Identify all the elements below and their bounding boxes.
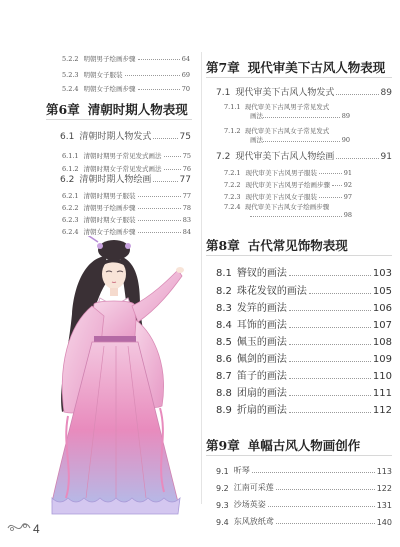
entry-title: 清朝女子绘画步骤 [83, 228, 136, 236]
entry-page: 64 [181, 55, 190, 63]
leader-dots [289, 326, 371, 328]
entry-page: 103 [372, 268, 392, 279]
leader-dots [289, 394, 371, 396]
entry-title: 发笄的画法 [236, 303, 287, 314]
page-number: 4 [33, 522, 40, 536]
leader-dots [309, 292, 371, 294]
toc-entry-8-6[interactable] [216, 351, 392, 365]
right-column [202, 0, 400, 547]
leader-dots [332, 184, 342, 186]
entry-number: 8.1 [216, 268, 232, 279]
entry-number: 7.2 [216, 152, 231, 162]
entry-title: 簪钗的画法 [236, 268, 287, 279]
entry-number: 9.3 [216, 501, 229, 510]
entry-page: 140 [376, 518, 392, 527]
leader-dots [164, 155, 181, 157]
chapter-divider [206, 455, 392, 456]
toc-entry-8-7[interactable] [216, 368, 392, 382]
entry-number: 7.2.2 [224, 181, 241, 189]
entry-number: 8.4 [216, 320, 232, 331]
entry-number: 6.2.4 [62, 228, 79, 236]
entry-number: 9.4 [216, 518, 229, 527]
leader-dots [289, 274, 371, 276]
leader-dots [263, 117, 340, 118]
entry-number: 8.6 [216, 354, 232, 365]
entry-number: 7.2.4 [224, 203, 241, 211]
leader-dots [153, 180, 177, 182]
entry-title: 清朝时期男子常见发式画法 [83, 152, 162, 160]
leader-dots [289, 309, 371, 311]
toc-entry-9-1[interactable] [216, 465, 392, 476]
toc-entry-9-2[interactable] [216, 482, 392, 493]
leader-dots [319, 172, 342, 174]
entry-title: 现代审美下古风男子绘画步骤 [245, 181, 331, 189]
entry-title: 清朝时期人物发式 [79, 132, 152, 142]
entry-title: 现代审美下古风女子常见发式 [244, 127, 330, 135]
toc-entry-9-4[interactable] [216, 516, 392, 527]
entry-number: 7.1.2 [224, 127, 241, 135]
toc-entry-5-2-4[interactable] [62, 83, 190, 93]
entry-page: 110 [372, 371, 392, 382]
toc-entry-6-1[interactable] [60, 130, 191, 142]
entry-number: 9.2 [216, 484, 229, 493]
entry-number: 6.2.3 [62, 216, 79, 224]
entry-page: 107 [372, 320, 392, 331]
entry-page: 75 [182, 152, 191, 160]
entry-title: 明朝女子绘画步骤 [83, 85, 136, 93]
entry-title: 清朝时期人物绘画 [79, 175, 152, 185]
entry-title: 清朝时期女子服装 [83, 216, 136, 224]
leader-dots [336, 93, 378, 95]
flourish-ornament-icon [6, 520, 32, 534]
entry-page: 77 [182, 192, 191, 200]
entry-number: 8.2 [216, 286, 232, 297]
entry-number: 9.1 [216, 467, 229, 476]
chapter-6-heading[interactable] [46, 100, 188, 118]
toc-entry-8-5[interactable] [216, 334, 392, 348]
entry-page: 131 [376, 501, 392, 510]
entry-title: 明朝女子服装 [83, 71, 123, 79]
toc-entry-9-3[interactable] [216, 499, 392, 510]
chapter-number: 第9章 [206, 438, 240, 453]
entry-page: 70 [181, 85, 190, 93]
entry-number: 7.2.1 [224, 169, 241, 177]
entry-title: 江南可采莲 [233, 483, 274, 492]
toc-entry-8-9[interactable] [216, 402, 392, 416]
leader-dots [289, 377, 371, 379]
leader-dots [252, 471, 375, 473]
leader-dots [289, 411, 371, 413]
leader-dots [138, 88, 180, 90]
entry-number: 8.5 [216, 337, 232, 348]
leader-dots [164, 168, 181, 170]
entry-title: 清朝男子绘画步骤 [83, 204, 136, 212]
entry-page: 106 [372, 303, 392, 314]
toc-entry-7-1-2[interactable] [224, 126, 350, 144]
entry-number: 6.2 [60, 175, 75, 185]
entry-title: 听琴 [233, 466, 250, 475]
entry-title: 清朝时期男子服装 [83, 192, 136, 200]
entry-title: 耳饰的画法 [236, 320, 287, 331]
entry-number: 7.1 [216, 88, 231, 98]
entry-page: 91 [380, 152, 392, 162]
entry-page: 89 [380, 88, 392, 98]
entry-title: 现代审美下古风男子常见发式 [244, 103, 330, 111]
entry-page: 108 [372, 337, 392, 348]
chapter-title: 古代常见饰物表现 [247, 238, 348, 253]
entry-number: 5.2.4 [62, 85, 79, 93]
entry-number: 8.8 [216, 388, 232, 399]
entry-page: 97 [343, 193, 352, 201]
toc-entry-8-4[interactable] [216, 317, 392, 331]
entry-page: 75 [179, 132, 191, 142]
entry-title-continued: 画法 [250, 136, 263, 144]
entry-page: 92 [343, 181, 352, 189]
toc-entry-5-2-3[interactable] [62, 69, 190, 79]
entry-number: 6.2.1 [62, 192, 79, 200]
entry-number: 6.1.1 [62, 152, 79, 160]
leader-dots [250, 216, 342, 217]
entry-page: 90 [341, 136, 350, 144]
entry-page: 69 [181, 71, 190, 79]
leader-dots [276, 522, 375, 524]
toc-entry-7-2-4[interactable] [224, 202, 352, 219]
leader-dots [289, 360, 371, 362]
toc-entry-5-2-2[interactable] [62, 53, 190, 63]
entry-number: 6.1 [60, 132, 75, 142]
entry-title: 笛子的画法 [236, 371, 287, 382]
chapter-8-heading[interactable] [206, 236, 348, 254]
entry-page: 91 [343, 169, 352, 177]
chapter-title: 现代审美下古风人物表现 [247, 60, 386, 75]
entry-title: 明朝男子绘画步骤 [83, 55, 136, 63]
entry-number: 6.2.2 [62, 204, 79, 212]
entry-title: 现代审美下古风男子服装 [245, 169, 318, 177]
toc-entry-6-1-1[interactable] [62, 150, 191, 160]
chapter-9-heading[interactable] [206, 436, 360, 454]
entry-page: 83 [182, 216, 191, 224]
leader-dots [138, 195, 181, 197]
toc-entry-6-2[interactable] [60, 173, 191, 185]
leader-dots [138, 58, 180, 60]
leader-dots [276, 488, 375, 490]
toc-entry-7-2-3[interactable] [224, 191, 352, 201]
entry-page: 112 [372, 405, 392, 416]
leader-dots [153, 137, 177, 139]
entry-number: 6.1.2 [62, 165, 79, 173]
toc-entry-6-2-2[interactable] [62, 202, 191, 212]
entry-number: 5.2.2 [62, 55, 79, 63]
entry-title: 沙场英姿 [233, 500, 266, 509]
chapter-title: 单幅古风人物画创作 [247, 438, 361, 453]
entry-page: 76 [182, 165, 191, 173]
entry-page: 89 [341, 112, 350, 120]
entry-title: 东风放纸鸢 [233, 517, 274, 526]
leader-dots [263, 141, 340, 142]
entry-page: 78 [182, 204, 191, 212]
toc-entry-8-2[interactable] [216, 283, 392, 297]
toc-entry-7-2-2[interactable] [224, 179, 352, 189]
toc-entry-7-1-1[interactable] [224, 102, 350, 120]
leader-dots [289, 343, 371, 345]
entry-title: 团扇的画法 [236, 388, 287, 399]
leader-dots [319, 196, 342, 198]
entry-title: 现代审美下古风人物发式 [235, 88, 335, 98]
entry-number: 8.7 [216, 371, 232, 382]
entry-title: 现代审美下古风女子绘画步骤 [244, 203, 330, 211]
toc-entry-6-2-4[interactable] [62, 226, 191, 236]
chapter-7-heading[interactable] [206, 58, 385, 76]
toc-entry-8-1[interactable] [216, 265, 392, 279]
entry-number: 7.1.1 [224, 103, 241, 111]
chapter-title: 清朝时期人物表现 [87, 102, 188, 117]
entry-page: 77 [179, 175, 191, 185]
toc-entry-8-8[interactable] [216, 385, 392, 399]
leader-dots [268, 505, 375, 507]
leader-dots [138, 219, 181, 221]
entry-page: 109 [372, 354, 392, 365]
entry-number: 8.9 [216, 405, 232, 416]
entry-title: 现代审美下古风女子服装 [245, 193, 318, 201]
toc-entry-6-2-3[interactable] [62, 214, 191, 224]
chapter-divider [206, 255, 392, 256]
entry-title: 清朝时期女子常见发式画法 [83, 165, 162, 173]
entry-page: 84 [182, 228, 191, 236]
entry-page: 113 [376, 467, 392, 476]
entry-page: 98 [343, 211, 352, 219]
entry-page: 111 [372, 388, 392, 399]
entry-title: 佩剑的画法 [236, 354, 287, 365]
entry-title: 折扇的画法 [236, 405, 287, 416]
entry-number: 7.2.3 [224, 193, 241, 201]
entry-page: 122 [376, 484, 392, 493]
leader-dots [125, 74, 180, 76]
toc-entry-7-2-1[interactable] [224, 167, 352, 177]
toc-entry-8-3[interactable] [216, 300, 392, 314]
entry-title: 珠花发钗的画法 [236, 286, 307, 297]
entry-page: 105 [372, 286, 392, 297]
chapter-divider [46, 119, 192, 120]
leader-dots [138, 207, 181, 209]
toc-entry-7-2[interactable] [216, 150, 392, 162]
entry-title: 现代审美下古风人物绘画 [235, 152, 335, 162]
entry-number: 5.2.3 [62, 71, 79, 79]
toc-entry-6-2-1[interactable] [62, 190, 191, 200]
leader-dots [336, 157, 378, 159]
entry-title: 佩玉的画法 [236, 337, 287, 348]
chapter-number: 第8章 [206, 238, 240, 253]
toc-entry-7-1[interactable] [216, 86, 392, 98]
chapter-divider [206, 77, 392, 78]
entry-number: 8.3 [216, 303, 232, 314]
chapter-number: 第7章 [206, 60, 240, 75]
entry-title-continued: 画法 [250, 112, 263, 120]
leader-dots [138, 231, 181, 233]
chapter-number: 第6章 [46, 102, 80, 117]
hanfu-woman-illustration [28, 236, 198, 522]
